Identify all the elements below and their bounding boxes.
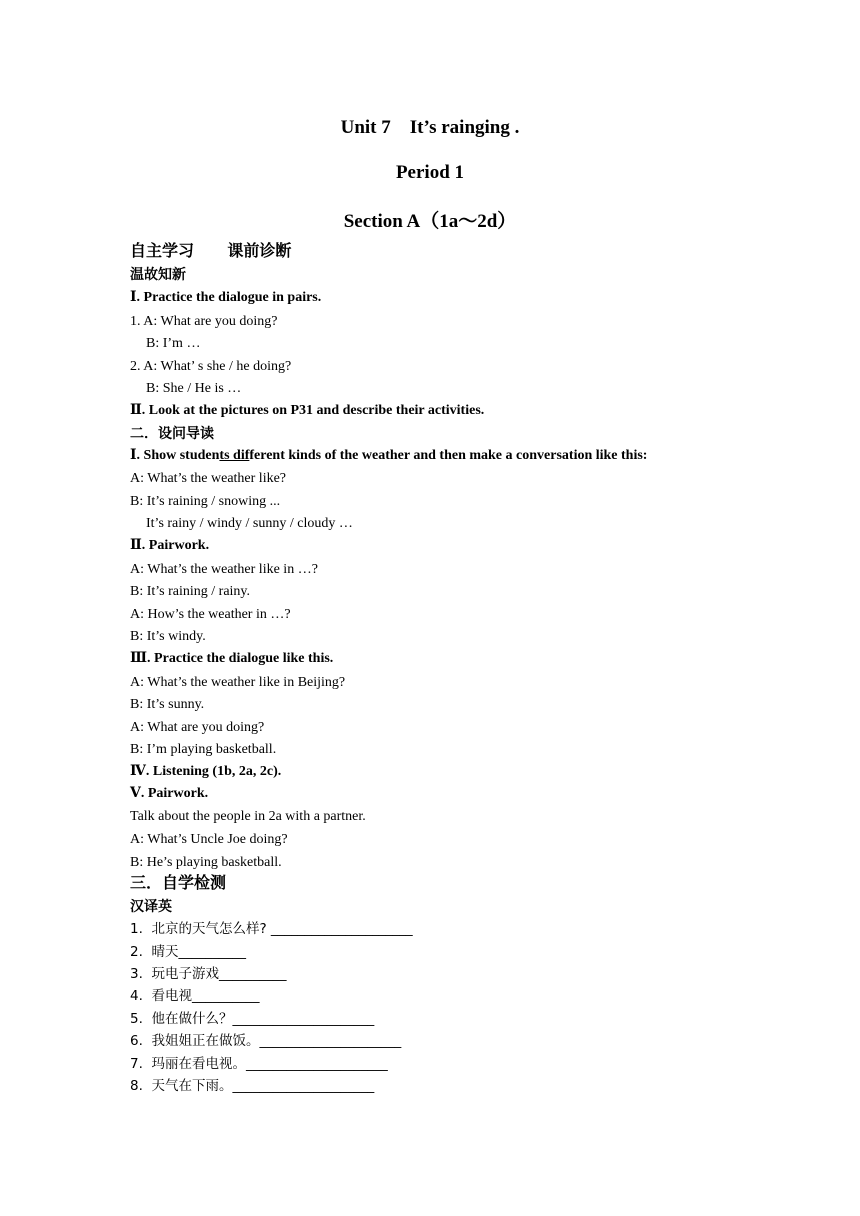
part2-ii-line3: A: How’s the weather in …? [130,607,291,622]
part2-iii-line4: B: I’m playing basketball. [130,742,277,757]
part2-v-heading: Ⅴ. Pairwork. [130,786,209,801]
part2-ii-line2: B: It’s raining / rainy. [130,584,251,599]
part2-iii-heading: Ⅲ. Practice the dialogue like this. [130,651,334,666]
part3-heading: 三．自学检测 [130,873,227,892]
part2-ii-heading: Ⅱ. Pairwork. [130,538,210,553]
part2-iii-line2: B: It’s sunny. [130,697,205,712]
part2-heading: 二．设问导读 [130,426,214,442]
part1-q2-a: 2. A: What’ s she / he doing? [130,359,292,374]
translation-item: 4. 看电视__________ [130,988,260,1004]
translation-item: 2. 晴天__________ [130,944,246,960]
review-subheading: 温故知新 [130,267,186,283]
part1-q1-a: 1. A: What are you doing? [130,314,278,329]
part2-i-line2: B: It’s raining / snowing ... [130,494,281,509]
part1-q1-heading: Ⅰ. Practice the dialogue in pairs. [130,290,322,305]
part2-i-line1: A: What’s the weather like? [130,471,287,486]
self-study-heading: 自主学习 课前诊断 [130,241,292,260]
part1-q2-b: B: She / He is … [146,381,242,396]
translation-item: 5. 他在做什么？_____________________ [130,1011,375,1027]
translation-item: 1. 北京的天气怎么样? _____________________ [130,921,413,937]
part2-i-prefix: Ⅰ. Show studen [130,448,220,463]
part1-q1-b: B: I’m … [146,336,201,351]
part2-ii-line1: A: What’s the weather like in …? [130,562,318,577]
period-title: Period 1 [395,162,465,183]
part2-i-line3: It’s rainy / windy / sunny / cloudy … [146,516,353,531]
part2-i-underlined: ts dif [219,448,250,463]
part2-iii-line1: A: What’s the weather like in Beijing? [130,675,346,690]
section-title: Section A（1a～2d） [343,211,517,232]
part2-ii-line4: B: It’s windy. [130,629,206,644]
translation-item: 8. 天气在下雨。_____________________ [130,1078,375,1094]
part2-v-line3: B: He’s playing basketball. [130,855,282,870]
part2-i-suffix: ferent kinds of the weather and then make a conversation like this: [249,448,648,463]
part2-v-line2: A: What’s Uncle Joe doing? [130,832,288,847]
part2-v-line1: Talk about the people in 2a with a partner. [130,809,366,824]
translation-item: 3. 玩电子游戏__________ [130,966,287,982]
translation-item: 6. 我姐姐正在做饭。_____________________ [130,1033,402,1049]
unit-title: Unit 7 It’s rainging . [340,117,520,138]
translation-item: 7. 玛丽在看电视。_____________________ [130,1056,388,1072]
part1-q3-heading: Ⅱ. Look at the pictures on P31 and describe their activities. [130,403,485,418]
part2-iii-line3: A: What are you doing? [130,720,265,735]
part3-subheading: 汉译英 [130,899,172,915]
part2-iv-heading: Ⅳ. Listening (1b, 2a, 2c). [130,764,282,779]
part2-i-heading [130,447,647,465]
